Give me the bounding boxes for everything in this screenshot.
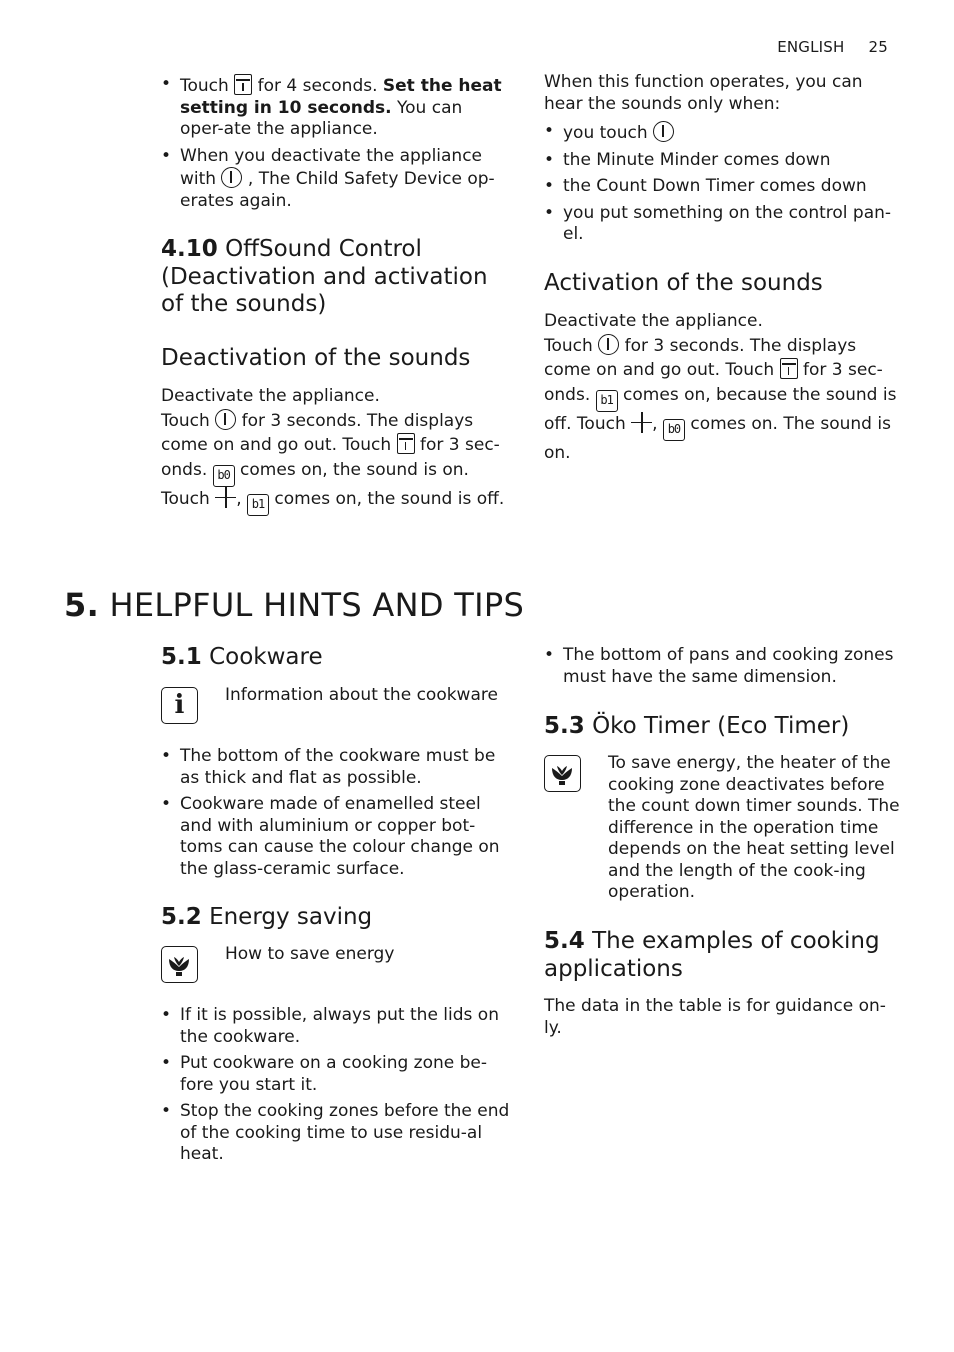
section-title: 5.1 Cookware bbox=[161, 644, 323, 670]
list-item: • the Minute Minder comes down bbox=[544, 150, 896, 172]
energy-bullets bbox=[161, 1005, 511, 1171]
section-title: 5.4 The examples of cooking applications bbox=[544, 928, 880, 982]
cookware-bullets bbox=[161, 746, 511, 885]
list-item: • If it is possible, always put the lids on the cookware. bbox=[161, 1005, 511, 1048]
page-number: 25 bbox=[868, 38, 888, 56]
info-text: How to save energy bbox=[225, 944, 395, 964]
list-item: • you put something on the control pan-el. bbox=[544, 203, 896, 246]
plus-icon bbox=[631, 412, 652, 433]
section-4-10-heading: 4.10 OffSound Control (Deactivation and activation of the sounds) bbox=[161, 236, 488, 317]
list-item: • The bottom of pans and cooking zones must have the same dimension. bbox=[544, 645, 899, 688]
right-top-block bbox=[544, 72, 896, 251]
power-icon bbox=[653, 121, 674, 142]
power-icon bbox=[215, 409, 236, 430]
section-text: The data in the table is for guidance on-ly. bbox=[544, 996, 886, 1038]
plus-icon bbox=[215, 487, 236, 508]
activation-title: Activation of the sounds bbox=[544, 270, 823, 296]
power-icon bbox=[221, 167, 242, 188]
eco-icon bbox=[544, 755, 581, 792]
list-item: • Stop the cooking zones before the end of the cooking time to use residu-al heat. bbox=[161, 1101, 511, 1166]
sounds-intro: When this function operates, you can hear the sounds only when: bbox=[544, 72, 863, 114]
deactivation-title: Deactivation of the sounds bbox=[161, 345, 471, 371]
list-item: • the Count Down Timer comes down bbox=[544, 176, 896, 198]
chapter-title: 5. HELPFUL HINTS AND TIPS bbox=[64, 586, 525, 624]
display-icon: b0 bbox=[213, 465, 235, 487]
power-icon bbox=[598, 334, 619, 355]
list-item: • Cookware made of enamelled steel and with aluminium or copper bot-toms can cause the colour change on the glass-ceramic surface. bbox=[161, 794, 511, 880]
display-icon: b1 bbox=[247, 494, 269, 516]
display-icon: b0 bbox=[663, 419, 685, 441]
deactivation-text: Deactivate the appliance. Touch for 3 seconds. The displays come on and go out. Touch for 3 sec-onds. b0 comes on, the sound is on. Touch , b1 comes on, the sound is off. bbox=[161, 384, 516, 516]
section-5-2 bbox=[161, 903, 516, 931]
activation-section bbox=[544, 269, 899, 465]
list-item: • Touch for 4 seconds. Set the heat setting in 10 seconds. You can oper-ate the appliance. bbox=[161, 74, 511, 141]
section-title: 5.3 Öko Timer (Eco Timer) bbox=[544, 713, 850, 739]
section-5-3 bbox=[544, 712, 899, 740]
page-header bbox=[777, 38, 888, 56]
header-language: ENGLISH bbox=[777, 38, 845, 56]
section-5-4 bbox=[544, 927, 899, 1039]
lock-icon bbox=[234, 74, 252, 95]
eco-icon bbox=[161, 946, 198, 983]
info-icon: i bbox=[161, 687, 198, 724]
section-5-1 bbox=[161, 643, 516, 671]
list-item: • you touch bbox=[544, 121, 896, 145]
left-top-bullets bbox=[161, 74, 511, 217]
eco-timer-text: To save energy, the heater of the cooking zone deactivates before the count down timer sounds. The difference in the operation time depends on the heat setting level and the length of the cook-ing operation. bbox=[608, 753, 900, 902]
deactivation-section bbox=[161, 344, 516, 516]
activation-text: Deactivate the appliance. Touch for 3 seconds. The displays come on and go out. Touch for 3 sec-onds. b1 comes on, because the sound is off. Touch , b0 comes on. The sound is on. bbox=[544, 311, 897, 463]
list-item: • Put cookware on a cooking zone be-fore you start it. bbox=[161, 1053, 511, 1096]
display-icon: b1 bbox=[596, 390, 618, 412]
lock-icon bbox=[397, 433, 415, 454]
right-mid-bullets bbox=[544, 645, 899, 693]
lock-icon bbox=[780, 358, 798, 379]
section-title: 5.2 Energy saving bbox=[161, 904, 373, 930]
list-item: • The bottom of the cookware must be as thick and flat as possible. bbox=[161, 746, 511, 789]
info-text: Information about the cookware bbox=[225, 685, 498, 705]
list-item: • When you deactivate the appliance with , The Child Safety Device op-erates again. bbox=[161, 146, 511, 213]
